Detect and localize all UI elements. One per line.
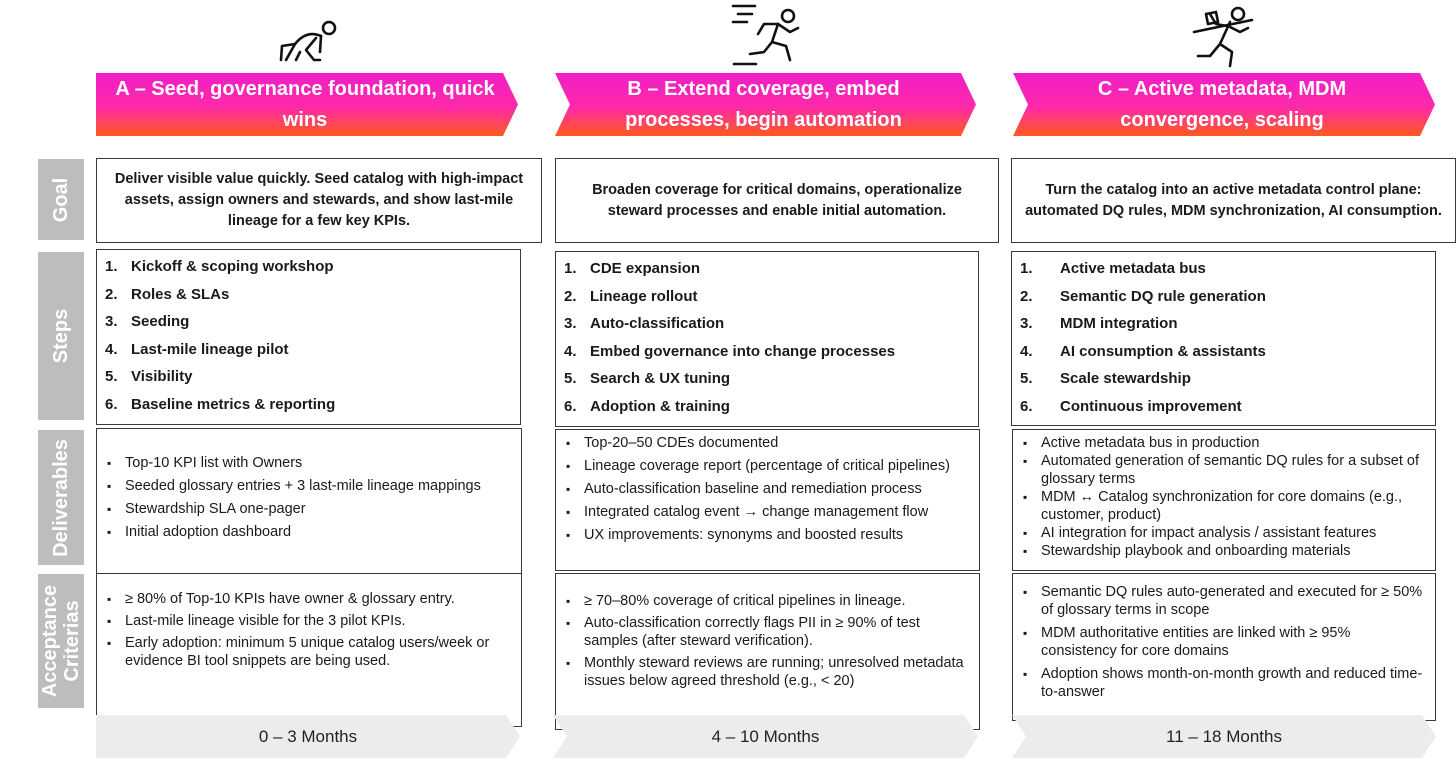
- phase-a-steps: [96, 249, 521, 425]
- step-item: 1. CDE expansion: [564, 260, 701, 277]
- phase-a-banner: [96, 73, 518, 136]
- acceptance-item: ▪ Monthly steward reviews are running; unresolved metadata issues below agreed threshold (e.g., < 20): [556, 654, 979, 690]
- finish-line-runner-icon: [1190, 4, 1256, 70]
- acceptance-item: ▪ Semantic DQ rules auto-generated and executed for ≥ 50% of glossary terms in scope: [1013, 583, 1435, 619]
- step-item: 1. Kickoff & scoping workshop: [105, 258, 334, 275]
- phase-b-goal: Broaden coverage for critical domains, operationalize steward processes and enable initial automation.: [555, 158, 999, 243]
- phase-b-deliverables: [555, 429, 980, 571]
- row-label-acceptance: Acceptance Criterias: [38, 574, 84, 708]
- deliverable-item: ▪ Active metadata bus in production: [1013, 434, 1435, 452]
- acceptance-item: ▪ ≥ 80% of Top-10 KPIs have owner & glossary entry.: [97, 590, 521, 608]
- step-item: 2. Lineage rollout: [564, 287, 698, 305]
- deliverable-item: ▪ Stewardship SLA one-pager: [97, 500, 521, 518]
- deliverable-item: ▪ Stewardship playbook and onboarding materials: [1013, 542, 1435, 560]
- phase-c-deliverables: [1012, 429, 1436, 571]
- step-item: 1. Active metadata bus: [1020, 260, 1206, 277]
- phase-b-steps: [555, 251, 979, 427]
- step-item: 4. Embed governance into change processes: [564, 342, 896, 360]
- phase-b-title: B – Extend coverage, embed processes, begin automation: [625, 77, 902, 131]
- step-item: 3. Auto-classification: [564, 315, 725, 332]
- phase-c-goal: Turn the catalog into an active metadata control plane: automated DQ rules, MDM synchronization, AI consumption.: [1011, 158, 1456, 243]
- row-label-deliverables: Deliverables: [38, 430, 84, 565]
- step-item: 5. Scale stewardship: [1020, 370, 1191, 387]
- deliverable-item: ▪ Seeded glossary entries + 3 last-mile lineage mappings: [97, 477, 521, 495]
- phase-c-title: C – Active metadata, MDM convergence, scaling: [1097, 77, 1347, 131]
- step-item: 6. Continuous improvement: [1020, 397, 1242, 415]
- running-person-icon: [730, 2, 804, 68]
- row-label-goal: Goal: [38, 159, 84, 240]
- phase-c-steps: [1011, 251, 1436, 426]
- deliverable-item: ▪ Top-20–50 CDEs documented: [556, 434, 979, 452]
- acceptance-item: ▪ Auto-classification correctly flags PII in ≥ 90% of test samples (after steward verification).: [556, 614, 979, 650]
- acceptance-item: ▪ Last-mile lineage visible for the 3 pilot KPIs.: [97, 612, 521, 630]
- deliverable-item: ▪ Lineage coverage report (percentage of critical pipelines): [556, 457, 979, 475]
- deliverable-item: ▪ MDM ↔ Catalog synchronization for core domains (e.g., customer, product): [1013, 488, 1435, 524]
- phase-a-duration: 0 – 3 Months: [96, 715, 520, 758]
- phase-c-acceptance: [1012, 573, 1436, 721]
- step-item: 5. Visibility: [105, 368, 193, 385]
- deliverable-item: ▪ UX improvements: synonyms and boosted results: [556, 526, 979, 544]
- step-item: 2. Semantic DQ rule generation: [1020, 287, 1266, 305]
- deliverable-item: ▪ AI integration for impact analysis / assistant features: [1013, 524, 1435, 542]
- phase-c-banner: [1013, 73, 1435, 136]
- step-item: 2. Roles & SLAs: [105, 285, 230, 303]
- phase-b-acceptance: [555, 573, 980, 730]
- step-item: 4. AI consumption & assistants: [1020, 342, 1266, 360]
- phase-b-duration: 4 – 10 Months: [553, 715, 978, 758]
- deliverable-item: ▪ Auto-classification baseline and remediation process: [556, 480, 979, 498]
- phase-b-banner: [555, 73, 976, 136]
- step-item: 4. Last-mile lineage pilot: [105, 340, 289, 358]
- step-item: 6. Adoption & training: [564, 397, 730, 415]
- deliverable-item: ▪ Automated generation of semantic DQ rules for a subset of glossary terms: [1013, 452, 1435, 488]
- deliverable-item: ▪ Initial adoption dashboard: [97, 523, 521, 541]
- step-item: 3. Seeding: [105, 313, 190, 330]
- deliverable-item: ▪ Integrated catalog event → change management flow: [556, 503, 979, 521]
- phase-c-duration: 11 – 18 Months: [1012, 715, 1436, 758]
- phase-a-title: A – Seed, governance foundation, quick wins: [115, 77, 495, 131]
- phase-a-deliverables: [96, 428, 522, 592]
- step-item: 3. MDM integration: [1020, 315, 1178, 332]
- acceptance-item: ▪ MDM authoritative entities are linked with ≥ 95% consistency for core domains: [1013, 624, 1435, 660]
- acceptance-item: ▪ ≥ 70–80% coverage of critical pipelines in lineage.: [556, 592, 979, 610]
- phase-a-acceptance: [96, 573, 522, 727]
- phase-a-goal: Deliver visible value quickly. Seed catalog with high-impact assets, assign owners and stewards, and show last-mile lineage for a few key KPIs.: [96, 158, 542, 243]
- acceptance-item: ▪ Adoption shows month-on-month growth and reduced time-to-answer: [1013, 665, 1435, 701]
- row-label-steps: Steps: [38, 252, 84, 420]
- deliverable-item: ▪ Top-10 KPI list with Owners: [97, 454, 521, 472]
- acceptance-item: ▪ Early adoption: minimum 5 unique catalog users/week or evidence BI tool snippets are being used.: [97, 634, 521, 670]
- step-item: 6. Baseline metrics & reporting: [105, 395, 336, 413]
- crouching-runner-icon: [276, 16, 340, 66]
- step-item: 5. Search & UX tuning: [564, 370, 731, 387]
